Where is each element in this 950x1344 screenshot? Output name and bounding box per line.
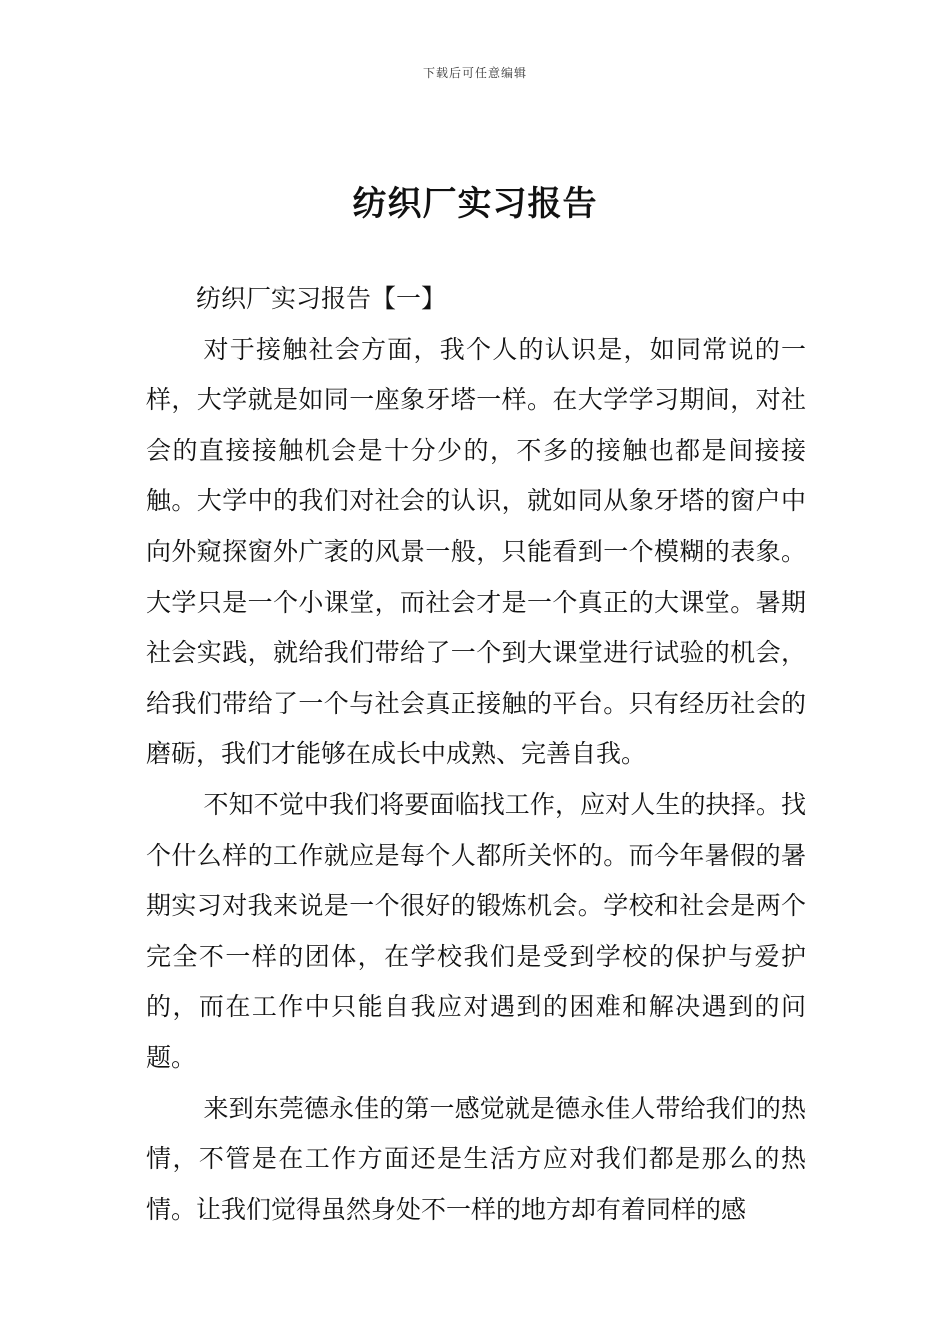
section-heading: 纺织厂实习报告【一】 bbox=[196, 284, 447, 313]
paragraph-1: 对于接触社会方面，我个人的认识是，如同常说的一样，大学就是如同一座象牙塔一样。在大学学习期间，对社会的直接接触机会是十分少的，不多的接触也都是间接接触。大学中的我们对社会的认识，就如同从象牙塔的窗户中向外窥探窗外广袤的风景一般，只能看到一个模糊的表象。大学只是一个小课堂，而社会才是一个真正的大课堂。暑期社会实践，就给我们带给了一个到大课堂进行试验的机会，给我们带给了一个与社会真正接触的平台。只有经历社会的磨砺，我们才能够在成长中成熟、完善自我。 bbox=[146, 334, 806, 769]
paragraph-2: 不知不觉中我们将要面临找工作，应对人生的抉择。找个什么样的工作就应是每个人都所关怀的。而今年暑假的暑期实习对我来说是一个很好的锻炼机会。学校和社会是两个完全不一样的团体，在学校我们是受到学校的保护与爱护的，而在工作中只能自我应对遇到的困难和解决遇到的问题。 bbox=[146, 789, 806, 1072]
document-title: 纺织厂实习报告 bbox=[352, 184, 598, 224]
document-body bbox=[146, 274, 806, 1235]
header-note: 下载后可任意编辑 bbox=[422, 66, 527, 80]
paragraph-3: 来到东莞德永佳的第一感觉就是德永佳人带给我们的热情，不管是在工作方面还是生活方应对我们都是那么的热情。让我们觉得虽然身处不一样的地方却有着同样的感 bbox=[146, 1093, 806, 1224]
